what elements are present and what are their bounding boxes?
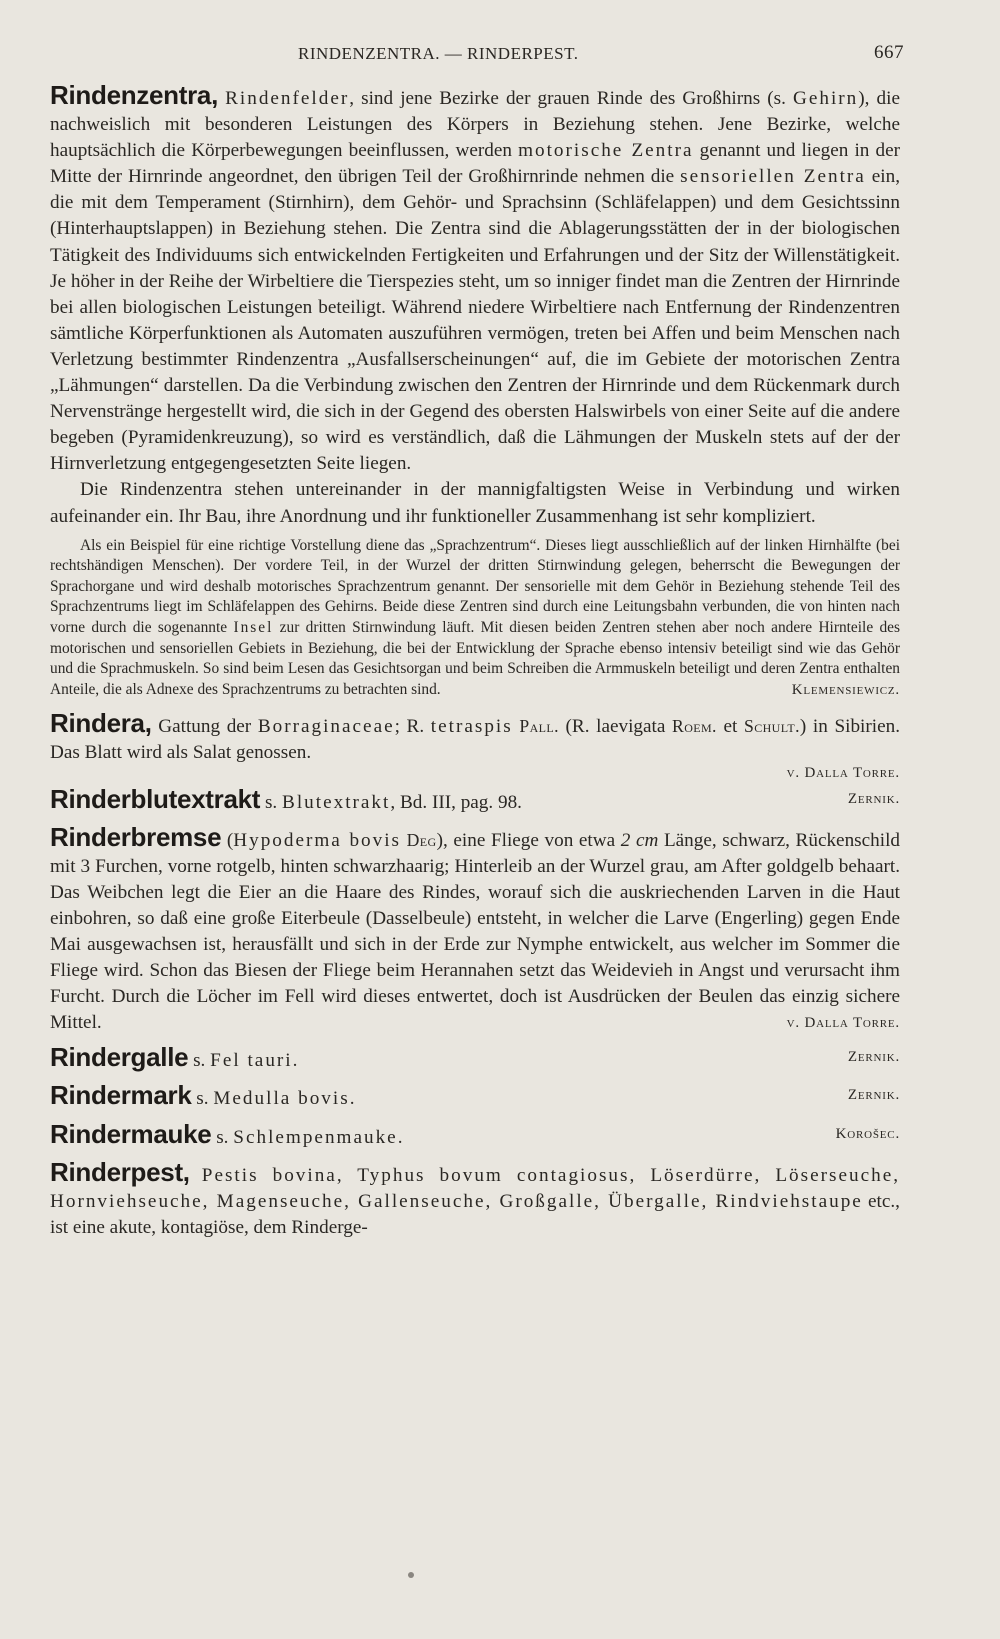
entry-paragraph xyxy=(50,783,900,816)
spaced-term: Hypoderma bovis xyxy=(233,829,402,851)
entry-rinderblutextrakt xyxy=(50,783,900,816)
entry-rindergalle xyxy=(50,1044,900,1074)
author-signature: Klemensiewicz. xyxy=(791,681,900,698)
running-title: RINDENZENTRA. — RINDERPEST. xyxy=(298,44,579,63)
small-caps-text: Deg xyxy=(406,829,437,850)
spaced-term: Medulla bovis xyxy=(213,1088,350,1110)
headword: Rinderbremse xyxy=(50,821,222,852)
text-run: etc., ist eine akute, kontagiöse, dem Rinderge- xyxy=(50,1190,900,1238)
small-caps-text: Schult. xyxy=(743,716,800,737)
spaced-term: motorische Zentra xyxy=(518,140,694,162)
headword: Rinderpest, xyxy=(50,1156,190,1187)
spaced-term: tetraspis xyxy=(430,716,513,738)
text-run: s. xyxy=(188,1050,211,1072)
text-run: , Bd. III, pag. 98. xyxy=(390,791,522,813)
italic-text: 2 cm xyxy=(620,829,659,851)
text-run: Länge, schwarz, Rückenschild mit 3 Furchen, vorne rotgelb, hinten schwarzhaarig; Hinterleib an der Wurzel grau, am After goldgelb behaart. Das Weibchen legt die Eier an die Haare des Rindes, worauf sich die auskriechenden Larven in die Haut einbohren, so daß eine große Eiterbeule (Dasselbeule) entsteht, in welcher die Larve (Engerling) gegen Ende Mai ausgewachsen ist, herausfällt und sich in der Erde zur Nymphe entwickelt, aus welcher im Sommer die Fliege wird. Schon das Biesen der Fliege beim Herannahen setzt das Weidevieh in Angst und verursacht ihm Furcht. Durch die Löcher im Fell wird dieses entwertet, doch ist Ausdrücken der Beulen das einzig sichere Mittel. xyxy=(50,829,900,1034)
spaced-term: Pestis bovina, Typhus bovum contagiosus, Löserdürre, Löserseuche, Hornviehseuche, Magenseuche, Gallenseuche, Großgalle, Übergalle, Rindviehstaupe xyxy=(50,1164,901,1212)
spaced-term: Blutextrakt xyxy=(282,791,391,813)
entry-paragraph xyxy=(50,821,900,1037)
text-run: s. xyxy=(191,1088,214,1110)
author-signature: Zernik. xyxy=(847,790,900,807)
headword: Rindermauke xyxy=(50,1118,212,1149)
spaced-term: Insel xyxy=(233,618,274,636)
small-caps-text: Roem. xyxy=(672,716,717,737)
entry-paragraph xyxy=(50,1156,901,1241)
author-signature: Korošec. xyxy=(835,1125,900,1142)
text-run: s. xyxy=(211,1126,234,1148)
entry-rindermark xyxy=(50,1082,900,1112)
headword: Rinderblutextrakt xyxy=(50,783,261,814)
author-signature: Zernik. xyxy=(847,1049,900,1066)
spaced-term: Rindenfelder xyxy=(225,88,350,109)
text-run: , sind jene Bezirke der grauen Rinde des Großhirns (s. xyxy=(349,88,793,109)
entry-paragraph xyxy=(50,82,900,477)
headword: Rindenzentra, xyxy=(50,80,219,110)
dictionary-page xyxy=(0,40,1000,1639)
text-run: Als ein Beispiel für eine richtige Vorstellung diene das „Sprachzentrum“. Dieses liegt ausschließlich auf der linken Hirnhälfte (bei rechtshändigen Menschen). Der vordere Teil, in der Wurzel der dritten Stirnwindung gelegen, beherrscht die Bewegungen der Sprachorgane und wird deshalb motorisches Sprachzentrum genannt. Der sensorielle mit dem Gehör in Beziehung stehende Teil des Sprachzentrums liegt im Schläfelappen des Gehirns. Beide diese Zentren sind durch eine Leitungsbahn verbunden, die von hinten nach vorne durch die sogenannte xyxy=(50,536,900,636)
small-print-note xyxy=(50,536,900,701)
text-run: ; R. xyxy=(394,716,431,738)
text-run: . xyxy=(292,1050,298,1072)
spaced-term: Schlempenmauke xyxy=(233,1126,398,1148)
text-run xyxy=(190,1165,202,1186)
text-run: et xyxy=(716,716,744,738)
headword: Rindergalle xyxy=(50,1042,189,1073)
text-run: zur dritten Stirnwindung läuft. Mit diesen beiden Zentren stehen aber noch andere Hirnteile des motorischen und sensoriellen Gebiets in Beziehung, die bei der Entwicklung der Sprache ebenso intensiv beteiligt sind wie das Gehör und die Sprachmuskeln. So sind beim Lesen das Gesichtsorgan und beim Schreiben die Armmuskeln beteiligt und deren Zentra enthalten Anteile, die als Adnexe des Sprachzentrums zu betrachten sind. xyxy=(50,618,900,698)
author-signature: Zernik. xyxy=(847,1087,900,1104)
entry-paragraph xyxy=(50,1044,900,1074)
text-run: s. xyxy=(260,791,283,813)
text-run: (R. laevigata xyxy=(558,716,673,738)
spaced-term: Fel tauri xyxy=(210,1050,293,1072)
spaced-term: Borraginaceae xyxy=(257,716,395,738)
entry-paragraph: Die Rindenzentra stehen untereinander in der mannigfaltigsten Weise in Verbindung und wirken aufeinander ein. Ihr Bau, ihre Anordnung und ihr funktioneller Zusammenhang ist sehr kompliziert. xyxy=(50,479,900,527)
entry-rindermauke xyxy=(50,1118,900,1151)
spaced-term: sensoriellen Zentra xyxy=(680,166,866,188)
text-run: ) in Sibirien. Das Blatt wird als Salat genossen. xyxy=(50,716,901,764)
entry-rindenzentra xyxy=(50,82,900,700)
text-run: genannt und liegen in der Mitte der Hirnrinde angeordnet, den übrigen Teil der Großhirnrinde nehmen die xyxy=(50,140,901,188)
headword: Rindermark xyxy=(50,1080,192,1111)
entry-rindera xyxy=(50,710,900,781)
text-run: . xyxy=(349,1088,355,1110)
entry-rinderbremse xyxy=(50,821,900,1037)
print-speck xyxy=(408,1572,414,1578)
entry-rinderpest xyxy=(50,1156,901,1241)
text-run: ( xyxy=(221,829,234,851)
entry-paragraph xyxy=(50,1118,900,1151)
spaced-term: Gehirn xyxy=(793,88,859,109)
entry-paragraph xyxy=(50,1082,900,1112)
text-run: Gattung der xyxy=(151,716,258,738)
page-number: 667 xyxy=(874,42,904,63)
small-caps-text: Pall. xyxy=(519,716,559,737)
text-run: ), die nachweislich mit besonderen Leistungen des Körpers in Beziehung stehen. Jene Bezirke, welche hauptsächlich die Körperbewegungen beeinflussen, werden xyxy=(50,88,900,162)
text-run: . xyxy=(397,1126,403,1148)
text-run: ein, die mit dem Temperament (Stirnhirn), dem Gehör- und Sprachsinn (Schläfelappen) und dem Gesichtssinn (Hinterhauptslappen) in Beziehung stehen. Die Zentra sind die Ablagerungsstätten der in der biologischen Tätigkeit des Individuums sich entwickelnden Fertigkeiten und Erfahrungen und der Sitz der Willenstätigkeit. Je höher in der Reihe der Wirbeltiere die Tierspezies steht, um so inniger findet man die Zentren der Hirnrinde bei allen biologischen Leistungen beteiligt. Während niedere Wirbeltiere nach Entfernung der Rindenzentren sämtliche Körperfunktionen als Automaten auszuführen vermögen, treten bei Affen und beim Menschen nach Verletzung bestimmter Rindenzentra „Ausfallserscheinungen“ auf, die im Gebiete der motorischen Zentra „Lähmungen“ darstellen. Da die Verbindung zwischen den Zentren der Hirnrinde und dem Rückenmark durch Nervenstränge hergestellt wird, die sich in der Gegend des obersten Halswirbels von einer Seite auf die andere begeben (Pyramidenkreuzung), so wird es verständlich, daß die Lähmungen der Muskeln stets auf der der Hirnverletzung entgegengesetzten Seite liegen. xyxy=(50,166,901,475)
headword: Rindera, xyxy=(50,708,152,739)
text-run: ), eine Fliege von etwa xyxy=(436,829,621,851)
running-header xyxy=(50,40,904,82)
author-signature: v. Dalla Torre. xyxy=(786,1015,900,1032)
entry-paragraph xyxy=(50,710,900,766)
author-signature: v. Dalla Torre. xyxy=(786,764,900,781)
